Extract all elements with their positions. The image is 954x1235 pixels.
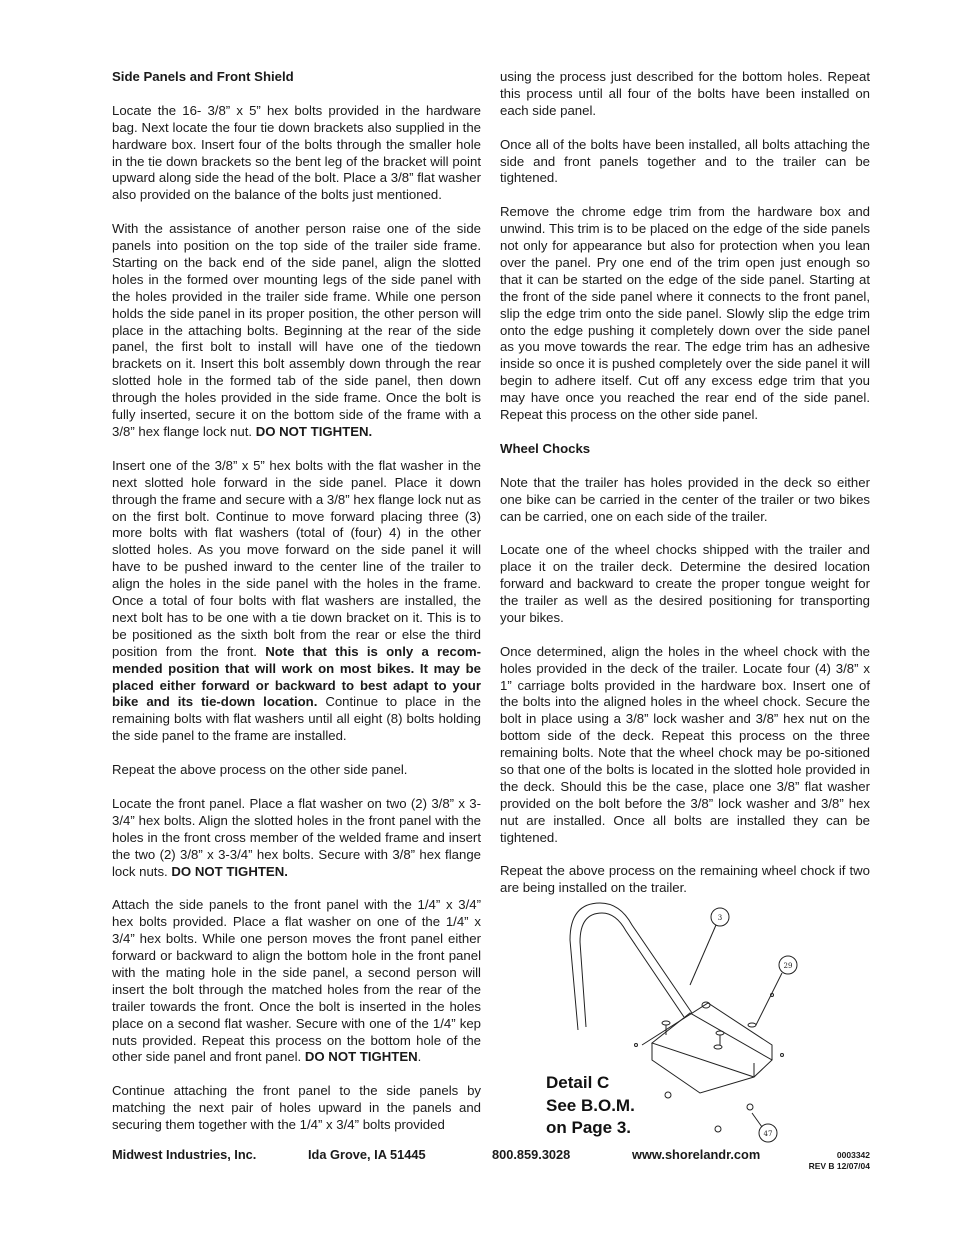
leader-line (756, 973, 782, 1025)
paragraph-text: Insert one of the 3/8” x 5” hex bolts with the flat washer in the next slotted hole forward in the side panel. Place it down through the frame and secure with a 3/8” hex flange lock nut as on the first bolt. Continue to move forward placing three (3) more bolts with flat washers (total of (four) 4) in the other slotted holes. As you move forward on the side panel it will have to be pushed inward to the center line of the trailer to align the holes in the side panel with the holes in the frame. Once a total of four bolts with flat washers are installed, the next bolt has to be one with a tie down bracket on it. This is to be positioned as the sixth bolt from the rear or else the third position from the front. (112, 457, 481, 659)
warning-text: DO NOT TIGHTEN. (255, 424, 373, 439)
paragraph (112, 897, 481, 1066)
callout-label: 47 (763, 1130, 773, 1138)
detail-caption-line: Detail C (546, 1073, 610, 1092)
paragraph-text: . (417, 1049, 422, 1065)
document-meta (790, 1150, 870, 1172)
paragraph (112, 221, 481, 441)
note-text: Note that this is only a recom-mended position that will work on most bikes. It may be placed either forward or backward to best adapt to your bike and its tie-down location. (112, 643, 481, 710)
hex-nut (747, 1104, 753, 1110)
detail-caption-line: on Page 3. (546, 1118, 632, 1137)
section-heading-side-panels: Side Panels and Front Shield (112, 69, 294, 84)
section-heading-wheel-chocks: Wheel Chocks (500, 440, 591, 456)
detail-caption-line: See B.O.M. (546, 1095, 635, 1115)
chock-bracket (642, 1003, 772, 1060)
paragraph: Locate the 16- 3/8” x 5” hex bolts provided in the hardware bag. Next locate the four tie down brackets also supplied in the hardware box. Insert four of the bolts through the smaller hole in the tie down brackets so the bent leg of the bracket will point upward along side the head of the bolt. Place a 3/8” flat washer also provided on the balance of the bolts just mentioned. (112, 102, 481, 203)
chock-hoop-outer (570, 903, 692, 1030)
right-column (500, 69, 870, 914)
footer-company: Midwest Industries, Inc. (112, 1147, 257, 1162)
paragraph (112, 458, 481, 745)
warning-text: DO NOT TIGHTEN. (171, 863, 288, 879)
paragraph: Repeat the above process on the other side panel. (112, 762, 408, 778)
doc-number: 0003342 (836, 1150, 870, 1160)
lock-washer (781, 1054, 784, 1057)
detail-caption (546, 1072, 635, 1140)
leader-line (752, 1113, 762, 1127)
carriage-bolt (662, 1021, 670, 1025)
paragraph: Repeat the above process on the remaining wheel chock if two are being installed on the trailer. (500, 863, 870, 896)
footer-website: www.shorelandr.com (632, 1147, 761, 1162)
chock-hoop-inner (580, 913, 684, 1027)
paragraph: Once determined, align the holes in the wheel chock with the holes provided in the deck of the trailer. Locate four (4) 3/8” x 1” carriage bolts provided in the hardware box. Insert one of the bolts into the aligned holes in the wheel chock. Secure the bolt in place using a 3/8” lock washer and 3/8” hex nut on the bottom side of the deck. Repeat this process on the three remaining bolts. Note that the wheel chock may be po-sitioned so that one of the bolts is located in the slotted hole provided in the deck. Should this be the case, place one 3/8” flat washer provided on the bolt before the 3/8” lock washer and 3/8” hex nut are installed. Once all bolts are installed they can be tightened. (500, 643, 870, 845)
paragraph: Continue attaching the front panel to the side panels by matching the next pair of holes upward in the panels and securing them together with the 1/4” x 3/4” bolts provided (112, 1083, 481, 1133)
callout-label: 3 (717, 914, 723, 922)
paragraph: using the process just described for the bottom holes. Repeat this process until all four of the bolts have been installed on each side panel. (500, 69, 870, 118)
hex-nut (665, 1092, 671, 1098)
paragraph-text: Continue to place in the remaining bolts with flat washers until all eight (8) bolts holding the side panel to the frame are installed. (112, 694, 481, 744)
paragraph: Once all of the bolts have been installed, all bolts attaching the side and front panels together and to the trailer can be tightened. (500, 136, 870, 186)
paragraph-text: Locate the front panel. Place a flat washer on two (2) 3/8” x 3-3/4” hex bolts. Align the slotted holes in the front panel with the holes in the front cross member of the welded frame and insert the two (2) 3/8” x 3-3/4” hex bolts. Secure with 3/8” hex flange lock nuts. (112, 795, 481, 879)
chock-side-wall (652, 1043, 754, 1093)
footer-phone: 800.859.3028 (492, 1147, 571, 1162)
paragraph-text: Attach the side panels to the front panel with the 1/4” x 3/4” hex bolts provided. Place a flat washer on one of the 1/4” x 3/4” hex bolts. While one person moves the front panel either forward or backward to align the bottom hole in the front panel with the mating hole in the side panel, a second person will insert the bolt through the matched holes from the rear of the trailer towards the front. Once the bolt is inserted in the holes place on a second flat washer. Secure with one of the 1/4” kep nuts provided. Repeat this process on the bottom hole of the other side panel and front panel. (112, 897, 481, 1065)
revision: REV B 12/07/04 (808, 1161, 870, 1171)
carriage-bolt (716, 1031, 724, 1035)
lock-washer (771, 994, 774, 997)
lock-washer (635, 1044, 638, 1047)
carriage-bolt (748, 1023, 756, 1027)
paragraph-text: With the assistance of another person raise one of the side panels into position on the top side of the trailer side frame. Starting on the back end of the side panel, align the slotted holes in the formed over mounting legs of the side panel with the holes provided in the trailer side frame. While one person holds the side panel in its proper position, the other person will place in the attaching bolts. Beginning at the rear of the side panel, the first bolt to install will have one of the tiedown brackets on it. Insert this bolt assembly down through the rear slotted hole in the formed tab of the side panel, then down through the holes provided in the side frame. Once the bolt is fully inserted, secure it on the bottom side of the frame with a 3/8” hex flange lock nut. (112, 221, 481, 439)
callout-label: 29 (783, 962, 793, 970)
carriage-bolt (714, 1045, 722, 1049)
hex-nut (715, 1126, 721, 1132)
paragraph (112, 796, 481, 881)
paragraph: Note that the trailer has holes provided in the deck so either one bike can be carried in the center of the trailer or two bikes can be carried, one on each side of the trailer. (500, 474, 870, 524)
warning-text: DO NOT TIGHTEN (304, 1049, 418, 1065)
footer-city: Ida Grove, IA 51445 (308, 1147, 426, 1162)
left-column (112, 69, 481, 1151)
paragraph: Locate one of the wheel chocks shipped with the trailer and place it on the trailer deck. Determine the desired location forward and backward to create the proper tongue weight for the trailer as well as the desired positioning for transporting your bikes. (500, 542, 870, 625)
paragraph: Remove the chrome edge trim from the hardware box and unwind. This trim is to be placed on the edge of the side panels not only for appearance but also for protection when you lean over the panel. Pry one end of the trim open just enough so that it can be started on the edge of the side panel. Starting at the front of the side panel where it connects to the front panel, slip the edge trim onto the side panel. Slowly slip the edge trim onto the edge pushing it completely down over the side panel as you move towards the rear. The edge trim has an adhesive inside so once it is pushed completely over the side panel it will begin to adhere itself. Cut off any excess edge trim that you may have once you reached the rear end of the side panel. Repeat this process on the other side panel. (500, 204, 870, 423)
leader-line (690, 925, 716, 985)
bolt-hole (702, 1002, 710, 1008)
